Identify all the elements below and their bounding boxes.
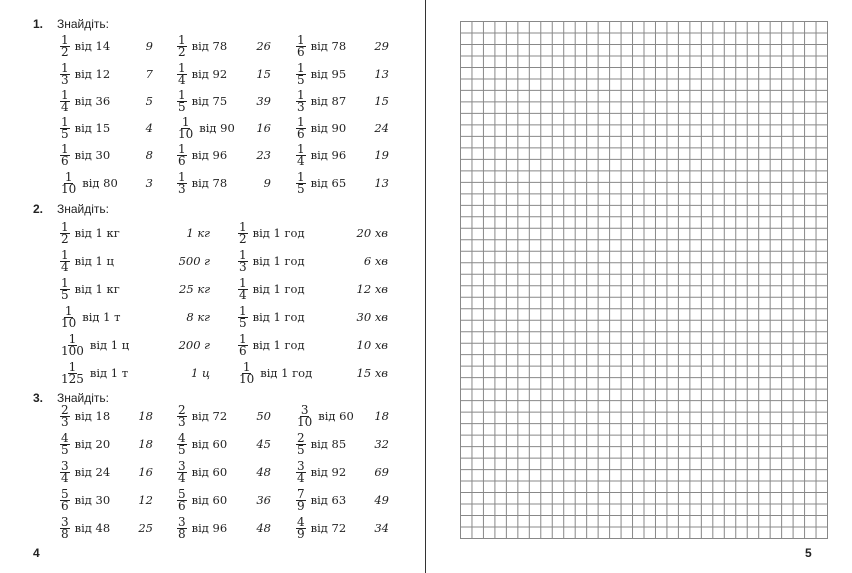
fraction [60,169,77,196]
answer: 13 [374,176,389,190]
numerator: 1 [239,247,247,262]
of-number-text: від 92 [191,67,228,81]
fraction-expression [177,142,227,168]
fraction [177,141,187,168]
numerator: 1 [178,87,186,102]
answer: 4 [145,121,153,135]
numerator: 1 [297,114,305,129]
answer: 200 г [178,338,210,352]
numerator: 1 [64,303,73,318]
answer: 500 г [178,254,210,268]
denominator: 5 [178,99,186,114]
denominator: 4 [61,99,69,114]
fraction [177,60,187,87]
answer: 49 [374,493,389,507]
numerator: 4 [178,430,186,445]
answer: 9 [145,39,153,53]
denominator: 5 [297,181,305,196]
answer: 69 [374,465,389,479]
denominator: 6 [61,153,69,168]
numerator: 1 [178,60,186,75]
denominator: 8 [61,526,69,541]
denominator: 4 [61,259,69,274]
denominator: 9 [297,526,305,541]
denominator: 6 [297,44,305,59]
answer: 8 [145,148,153,162]
numerator: 1 [61,114,69,129]
exercise-instruction: Знайдіть: [57,391,110,405]
fraction-expression [60,332,129,358]
left-page [0,0,425,573]
answer: 13 [374,67,389,81]
denominator: 10 [239,371,255,386]
of-number-text: від 60 [191,465,228,479]
numerator: 3 [178,514,186,529]
fraction-expression [60,248,114,274]
fraction [238,247,248,274]
of-number-text: від 1 год [252,338,305,352]
answer: 25 кг [179,282,210,296]
numerator: 1 [68,359,77,374]
answer: 36 [256,493,271,507]
answer: 15 хв [356,366,388,380]
fraction-expression [177,487,227,513]
fraction [177,458,187,485]
fraction [60,486,70,513]
fraction [296,430,306,457]
fraction [177,486,187,513]
answer: 48 [256,521,271,535]
of-number-text: від 1 год [260,366,313,380]
page-number-right: 5 [805,546,812,560]
fraction [177,169,187,196]
answer: 26 [256,39,271,53]
answer: 15 [256,67,271,81]
fraction [296,402,313,429]
fraction [60,275,70,302]
of-number-text: від 20 [74,437,111,451]
numerator: 1 [61,32,69,47]
denominator: 10 [61,315,77,330]
numerator: 1 [178,169,186,184]
of-number-text: від 60 [318,409,354,423]
numerator: 3 [61,514,69,529]
answer: 34 [374,521,389,535]
of-number-text: від 72 [191,409,228,423]
fraction [60,458,70,485]
of-number-text: від 18 [74,409,111,423]
fraction [296,486,306,513]
fraction [60,219,70,246]
fraction [177,430,187,457]
answer: 18 [374,409,389,423]
answer: 5 [145,94,153,108]
denominator: 2 [239,231,247,246]
numerator: 1 [297,32,305,47]
of-number-text: від 36 [74,94,111,108]
fraction-expression [238,220,305,246]
fraction [238,303,248,330]
of-number-text: від 90 [310,121,347,135]
denominator: 10 [61,181,77,196]
denominator: 6 [239,343,247,358]
fraction [296,32,306,59]
of-number-text: від 1 ц [74,254,114,268]
denominator: 3 [239,259,247,274]
of-number-text: від 48 [74,521,111,535]
denominator: 6 [61,498,69,513]
numerator: 1 [239,275,247,290]
denominator: 3 [178,414,186,429]
fraction-expression [238,276,305,302]
of-number-text: від 60 [191,437,228,451]
exercise-instruction: Знайдіть: [57,202,110,216]
denominator: 5 [61,126,69,141]
answer: 25 [138,521,153,535]
fraction-expression [177,459,227,485]
numerator: 3 [178,458,186,473]
answer: 45 [256,437,271,451]
of-number-text: від 1 кг [74,226,120,240]
denominator: 5 [239,315,247,330]
fraction [177,114,194,141]
of-number-text: від 1 год [252,282,305,296]
of-number-text: від 78 [310,39,347,53]
denominator: 5 [297,72,305,87]
of-number-text: від 30 [74,493,111,507]
of-number-text: від 80 [82,176,118,190]
of-number-text: від 15 [74,121,111,135]
exercise-number: 3. [33,391,44,405]
denominator: 4 [239,287,247,302]
answer: 30 хв [356,310,388,324]
numerator: 1 [297,60,305,75]
fraction-expression [177,515,227,541]
denominator: 2 [178,44,186,59]
fraction-expression [177,61,227,87]
numerator: 1 [61,247,69,262]
of-number-text: від 75 [191,94,228,108]
answer: 8 кг [186,310,210,324]
fraction [60,303,77,330]
fraction [296,514,306,541]
answer: 39 [256,94,271,108]
of-number-text: від 1 год [252,226,305,240]
fraction-expression [60,360,128,386]
numerator: 1 [239,303,247,318]
answer: 50 [256,409,271,423]
fraction [238,359,255,386]
fraction [177,402,187,429]
fraction-expression [238,360,312,386]
answer: 9 [263,176,271,190]
fraction [60,430,70,457]
fraction [177,32,187,59]
numerator: 7 [297,486,305,501]
denominator: 100 [61,343,84,358]
fraction [60,402,70,429]
denominator: 6 [178,153,186,168]
of-number-text: від 1 т [82,310,121,324]
of-number-text: від 78 [191,176,228,190]
numerator: 4 [61,430,69,445]
of-number-text: від 92 [310,465,347,479]
denominator: 5 [297,442,305,457]
answer: 1 кг [186,226,210,240]
denominator: 4 [297,153,305,168]
of-number-text: від 87 [310,94,347,108]
of-number-text: від 72 [310,521,347,535]
fraction [60,60,70,87]
of-number-text: від 1 год [252,310,305,324]
numerator: 1 [297,169,305,184]
of-number-text: від 1 кг [74,282,120,296]
fraction [238,219,248,246]
of-number-text: від 14 [74,39,111,53]
denominator: 9 [297,498,305,513]
answer: 10 хв [356,338,388,352]
of-number-text: від 63 [310,493,347,507]
exercise-instruction: Знайдіть: [57,17,110,31]
numerator: 3 [300,402,309,417]
fraction [296,458,306,485]
fraction-expression [177,403,227,429]
fraction [60,141,70,168]
fraction [177,514,187,541]
fraction-expression [177,33,227,59]
of-number-text: від 24 [74,465,111,479]
denominator: 125 [61,371,84,386]
numerator: 1 [61,275,69,290]
denominator: 10 [178,126,194,141]
fraction [60,114,70,141]
numerator: 4 [297,514,305,529]
answer: 7 [145,67,153,81]
fraction-expression [238,304,305,330]
denominator: 3 [61,72,69,87]
fraction [296,141,306,168]
numerator: 5 [61,486,69,501]
denominator: 2 [61,231,69,246]
numerator: 1 [181,114,190,129]
exercise-heading [33,17,109,31]
of-number-text: від 1 ц [89,338,130,352]
numerator: 1 [242,359,251,374]
fraction-expression [177,88,227,114]
fraction [296,169,306,196]
numerator: 1 [239,331,247,346]
answer: 32 [374,437,389,451]
exercise-heading [33,202,109,216]
fraction [60,331,85,358]
answer: 12 хв [356,282,388,296]
fraction-expression [238,248,305,274]
page-number-left: 4 [33,546,40,560]
numerator: 2 [297,430,305,445]
fraction-expression [177,431,227,457]
fraction [296,87,306,114]
denominator: 4 [178,470,186,485]
numerator: 5 [178,486,186,501]
denominator: 5 [61,287,69,302]
fraction [296,60,306,87]
denominator: 4 [61,470,69,485]
denominator: 6 [297,126,305,141]
of-number-text: від 85 [310,437,347,451]
numerator: 1 [239,219,247,234]
of-number-text: від 60 [191,493,228,507]
of-number-text: від 30 [74,148,111,162]
of-number-text: від 78 [191,39,228,53]
of-number-text: від 1 т [89,366,129,380]
denominator: 6 [178,498,186,513]
fraction [177,87,187,114]
fraction [296,114,306,141]
of-number-text: від 90 [199,121,235,135]
numerator: 1 [61,141,69,156]
answer: 15 [374,94,389,108]
fraction-expression [60,276,120,302]
of-number-text: від 1 год [252,254,305,268]
denominator: 2 [61,44,69,59]
numerator: 2 [61,402,69,417]
numerator: 1 [178,32,186,47]
denominator: 3 [61,414,69,429]
numerator: 1 [61,87,69,102]
numerator: 2 [178,402,186,417]
exercise-number: 1. [33,17,44,31]
fraction [60,32,70,59]
graph-paper-grid [460,21,828,539]
answer: 16 [138,465,153,479]
denominator: 3 [178,181,186,196]
fraction [238,331,248,358]
answer: 12 [138,493,153,507]
numerator: 3 [297,458,305,473]
denominator: 4 [178,72,186,87]
numerator: 1 [64,169,73,184]
of-number-text: від 96 [191,521,228,535]
of-number-text: від 12 [74,67,111,81]
denominator: 10 [297,414,313,429]
fraction [238,275,248,302]
answer: 19 [374,148,389,162]
of-number-text: від 65 [310,176,347,190]
answer: 23 [256,148,271,162]
numerator: 1 [297,141,305,156]
of-number-text: від 95 [310,67,347,81]
of-number-text: від 96 [191,148,228,162]
fraction [60,359,85,386]
answer: 20 хв [356,226,388,240]
denominator: 4 [297,470,305,485]
fraction [60,514,70,541]
fraction-expression [60,304,121,330]
exercise-number: 2. [33,202,44,216]
numerator: 1 [61,219,69,234]
answer: 3 [145,176,153,190]
denominator: 8 [178,526,186,541]
denominator: 5 [61,442,69,457]
numerator: 1 [61,60,69,75]
fraction-expression [60,220,120,246]
answer: 18 [138,409,153,423]
denominator: 5 [178,442,186,457]
answer: 24 [374,121,389,135]
numerator: 1 [297,87,305,102]
fraction [60,247,70,274]
of-number-text: від 96 [310,148,347,162]
fraction-expression [177,170,227,196]
fraction [60,87,70,114]
fraction-expression [238,332,305,358]
answer: 16 [256,121,271,135]
answer: 48 [256,465,271,479]
numerator: 3 [61,458,69,473]
answer: 1 ц [191,366,210,380]
answer: 18 [138,437,153,451]
numerator: 1 [178,141,186,156]
answer: 6 хв [363,254,388,268]
denominator: 3 [297,99,305,114]
numerator: 1 [68,331,77,346]
answer: 29 [374,39,389,53]
